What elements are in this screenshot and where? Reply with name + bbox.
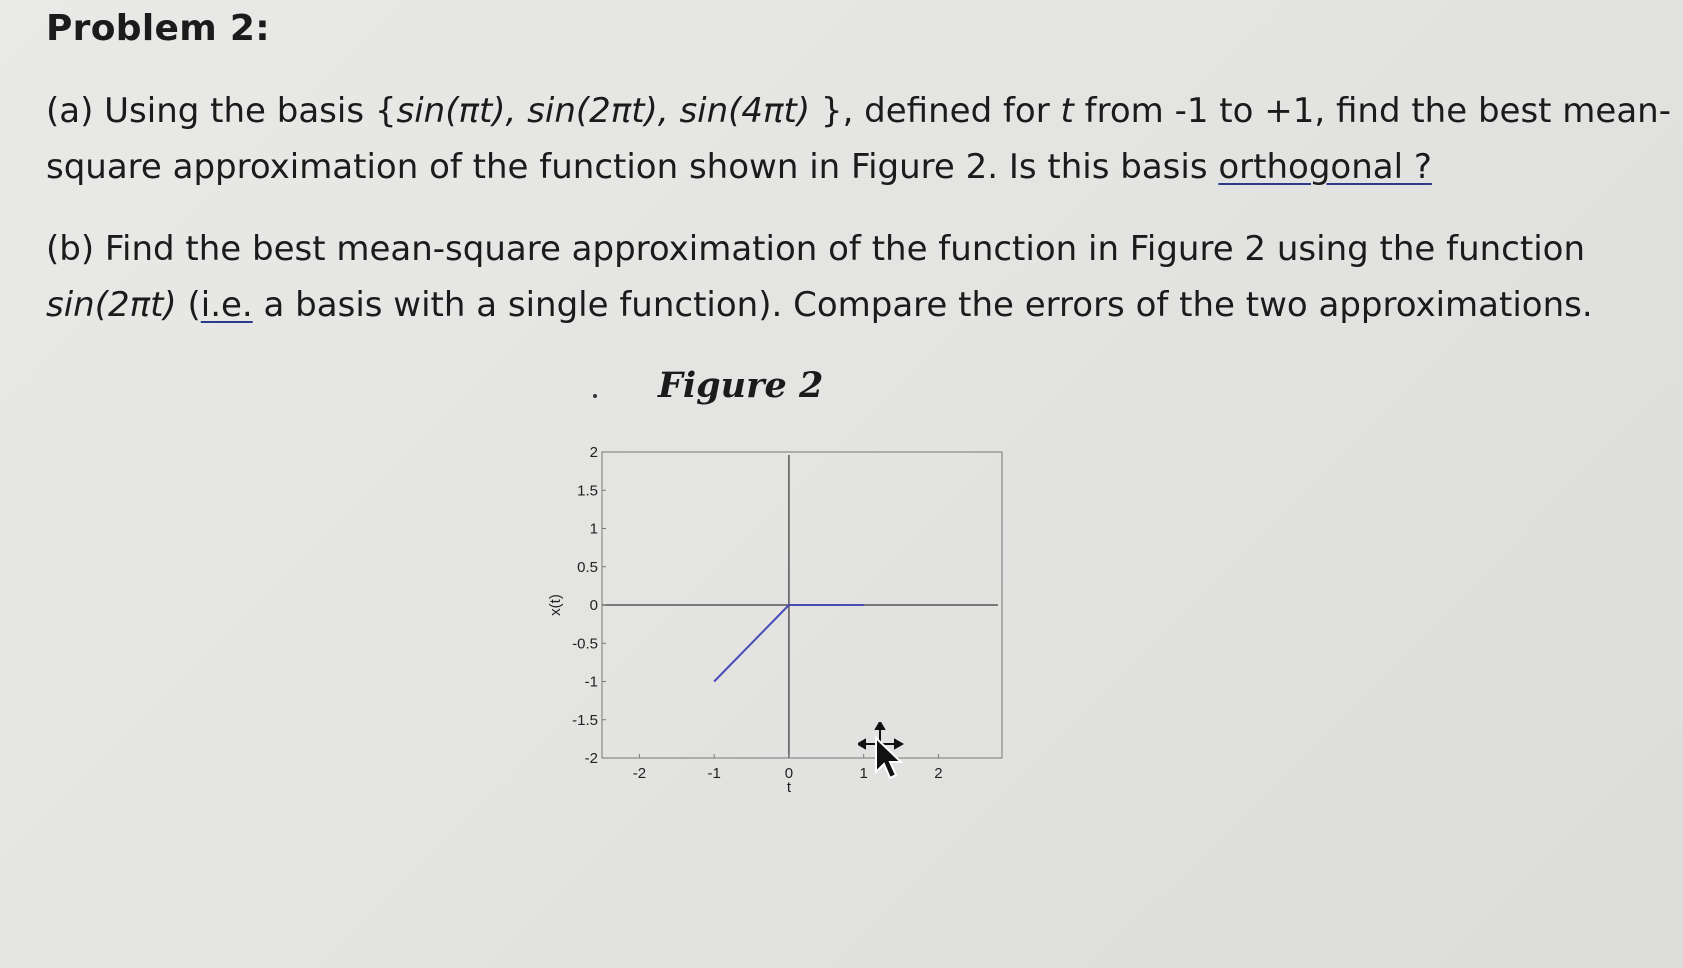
x-tick-label: -2 — [632, 765, 647, 782]
part-a-variable-t: t — [1060, 91, 1074, 131]
orthogonal-underlined: orthogonal ? — [1218, 147, 1432, 187]
part-a-line-2 — [46, 139, 1646, 195]
part-a-paragraph — [46, 83, 1671, 195]
figure-title: Figure 2 — [658, 365, 824, 406]
problem-heading: Problem 2: — [46, 8, 270, 49]
stray-dot — [593, 394, 597, 398]
y-tick-label: -1 — [584, 673, 598, 691]
part-a-line1-post: from -1 to +1, find the best mean- — [1073, 91, 1671, 131]
part-b-line2-post: a basis with a single function). Compare the errors of the two approximations. — [252, 285, 1593, 325]
y-tick-label: 0 — [589, 597, 598, 614]
x-tick-label: 1 — [859, 765, 868, 782]
part-b-paragraph — [46, 221, 1646, 333]
y-tick-label: -0.5 — [572, 635, 598, 653]
series-segment — [714, 605, 789, 682]
part-a-line2-pre: square approximation of the function shown in Figure 2. Is this basis — [46, 147, 1219, 187]
figure-2-chart — [540, 440, 1020, 800]
part-b-line-2 — [46, 277, 1646, 333]
x-tick-label: 2 — [934, 765, 943, 782]
y-tick-label: -1.5 — [572, 711, 598, 729]
ie-underlined: i.e. — [200, 285, 253, 325]
y-tick-label: 1.5 — [577, 482, 598, 500]
part-a-basis: sin(πt), sin(2πt), sin(4πt) — [396, 91, 811, 131]
y-tick-label: 0.5 — [577, 558, 598, 576]
part-b-function: sin(2πt) — [46, 285, 177, 325]
x-axis-label: t — [786, 779, 792, 796]
part-b-line-1: (b) Find the best mean-square approximation of the function in Figure 2 using the function — [46, 229, 1585, 269]
move-cursor-icon — [858, 722, 910, 782]
y-axis-label: x(t) — [547, 594, 564, 616]
part-b-paren-open: ( — [176, 285, 201, 325]
part-a-line1-mid: }, defined for — [810, 91, 1061, 131]
x-tick-label: 0 — [784, 765, 794, 782]
y-tick-label: -2 — [584, 750, 598, 767]
part-a-line1-pre: (a) Using the basis { — [46, 91, 397, 131]
x-tick-label: -1 — [707, 765, 721, 782]
part-a-line-1 — [46, 83, 1671, 139]
y-tick-label: 1 — [589, 520, 598, 538]
y-tick-label: 2 — [589, 444, 598, 461]
